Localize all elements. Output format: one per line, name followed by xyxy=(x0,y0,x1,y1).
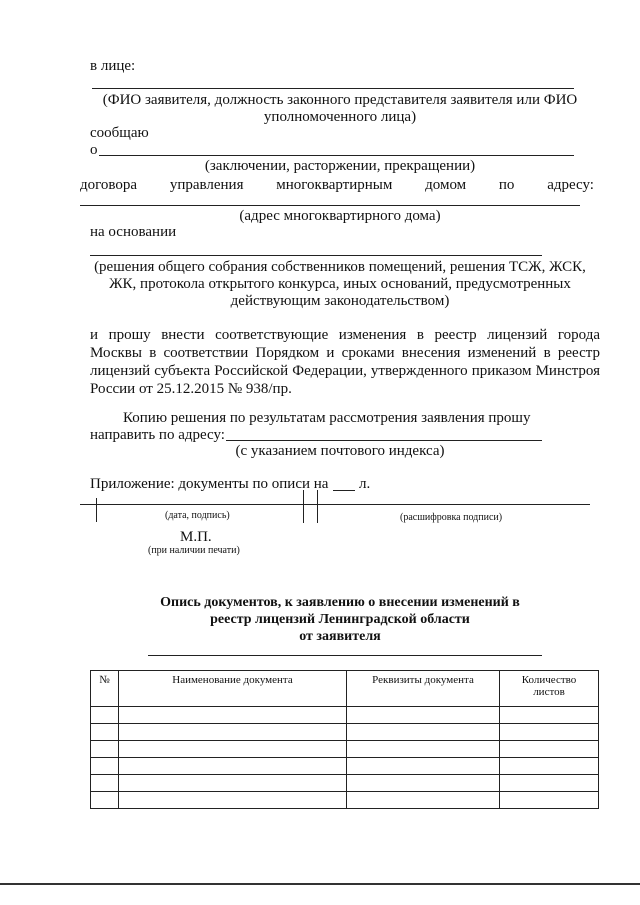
copy-request-line1: Копию решения по результатам рассмотрения заявления прошу xyxy=(123,410,531,426)
column-header-sheet-count: Количество листов xyxy=(500,671,599,707)
attachment-suffix: л. xyxy=(359,476,371,492)
inventory-title-line1: Опись документов, к заявлению о внесении изменений в xyxy=(160,595,520,610)
about-prefix: о xyxy=(90,142,98,158)
table-cell[interactable] xyxy=(91,775,119,792)
inventory-title-line2: реестр лицензий Ленинградской области xyxy=(210,612,470,627)
date-signature-caption: (дата, подпись) xyxy=(165,510,230,521)
scan-bottom-edge xyxy=(0,883,640,885)
table-row xyxy=(91,724,599,741)
contract-word: управления xyxy=(169,177,244,193)
table-cell[interactable] xyxy=(347,775,500,792)
table-cell[interactable] xyxy=(347,707,500,724)
signature-tick-left xyxy=(96,498,97,522)
contract-word: домом xyxy=(425,177,467,193)
table-cell[interactable] xyxy=(347,741,500,758)
inventory-title-line3: от заявителя xyxy=(299,629,381,644)
table-row xyxy=(91,775,599,792)
basis-label: на основании xyxy=(90,224,177,240)
basis-caption-line2: ЖК, протокола открытого конкурса, иных оснований, предусмотренных xyxy=(109,276,571,292)
table-row xyxy=(91,792,599,809)
stamp-label: М.П. xyxy=(180,529,212,545)
signature-line[interactable] xyxy=(80,504,590,505)
applicant-inventory-line[interactable] xyxy=(148,655,542,656)
signature-tick-mid1 xyxy=(303,490,304,523)
table-cell[interactable] xyxy=(119,724,347,741)
table-row xyxy=(91,741,599,758)
in-person-label: в лице: xyxy=(90,58,136,74)
report-label: сообщаю xyxy=(90,125,149,141)
column-header-document-name: Наименование документа xyxy=(119,671,347,707)
column-header-document-details: Реквизиты документа xyxy=(347,671,500,707)
postal-caption: (с указанием почтового индекса) xyxy=(235,443,445,459)
address-caption: (адрес многоквартирного дома) xyxy=(239,208,441,224)
signature-tick-mid2 xyxy=(317,490,318,523)
table-cell[interactable] xyxy=(500,792,599,809)
table-cell[interactable] xyxy=(91,724,119,741)
table-cell[interactable] xyxy=(500,741,599,758)
action-caption: (заключении, расторжении, прекращении) xyxy=(204,158,476,174)
basis-caption-line3: действующим законодательством) xyxy=(230,293,450,309)
column-header-number: № xyxy=(91,671,119,707)
inventory-table xyxy=(90,670,599,809)
copy-request-line2: направить по адресу: xyxy=(90,427,225,443)
address-line[interactable] xyxy=(80,205,580,206)
table-cell[interactable] xyxy=(119,707,347,724)
contract-word: договора xyxy=(80,177,138,193)
stamp-caption: (при наличии печати) xyxy=(148,545,240,556)
table-cell[interactable] xyxy=(91,741,119,758)
contract-words-row xyxy=(80,176,594,194)
table-cell[interactable] xyxy=(347,792,500,809)
action-line[interactable] xyxy=(99,155,574,156)
contract-word: адресу: xyxy=(547,177,594,193)
basis-caption-line1: (решения общего собрания собственников помещений, решения ТСЖ, ЖСК, xyxy=(94,259,586,275)
request-paragraph: и прошу внести соответствующие изменения в реестр лицензий города Москвы в соответствии Порядком и сроками внесения изменений в реестр лицензий субъекта Российской Федерации, утвержденного приказом Минстроя России от 25.12.2015 № 938/пр. xyxy=(90,327,600,397)
applicant-name-line[interactable] xyxy=(92,88,574,89)
table-cell[interactable] xyxy=(500,707,599,724)
contract-word: многоквартирным xyxy=(276,177,393,193)
table-cell[interactable] xyxy=(500,724,599,741)
applicant-caption-line2: уполномоченного лица) xyxy=(263,109,417,125)
table-cell[interactable] xyxy=(500,758,599,775)
table-cell[interactable] xyxy=(347,724,500,741)
sheet-count-line[interactable] xyxy=(333,490,355,491)
table-cell[interactable] xyxy=(119,741,347,758)
decode-signature-caption: (расшифровка подписи) xyxy=(400,512,503,523)
table-row xyxy=(91,758,599,775)
contract-word: по xyxy=(498,177,515,193)
table-cell[interactable] xyxy=(91,792,119,809)
table-row xyxy=(91,707,599,724)
basis-line[interactable] xyxy=(90,255,542,256)
table-cell[interactable] xyxy=(91,707,119,724)
table-cell[interactable] xyxy=(119,792,347,809)
inventory-header-row xyxy=(91,671,599,707)
attachment-label: Приложение: документы по описи на xyxy=(90,476,329,492)
table-cell[interactable] xyxy=(347,758,500,775)
table-cell[interactable] xyxy=(91,758,119,775)
postal-address-line[interactable] xyxy=(226,440,542,441)
table-cell[interactable] xyxy=(500,775,599,792)
table-cell[interactable] xyxy=(119,775,347,792)
applicant-caption-line1: (ФИО заявителя, должность законного представителя заявителя или ФИО xyxy=(102,92,578,108)
table-cell[interactable] xyxy=(119,758,347,775)
